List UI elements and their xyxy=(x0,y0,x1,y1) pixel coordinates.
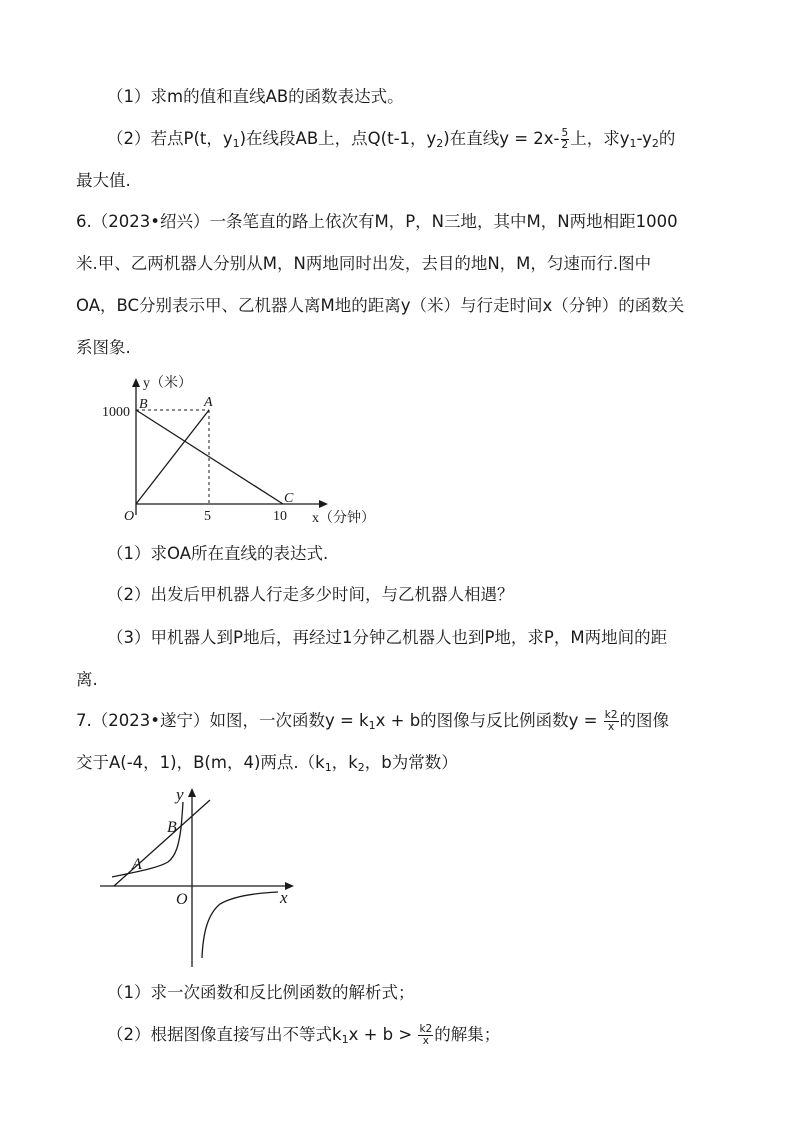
q7-text: 的解集； xyxy=(434,1025,501,1044)
y-axis-label: y（米） xyxy=(143,376,192,391)
q7-part1: （1）求一次函数和反比例函数的解析式； xyxy=(107,983,415,1002)
inverse-function-branch-left xyxy=(112,802,183,877)
q7-text: （2）根据图像直接写出不等式k xyxy=(107,1025,342,1044)
y-axis-arrow xyxy=(188,788,196,797)
q6-stem-line1: 6.（2023•绍兴）一条笔直的路上依次有M，P，N三地，其中M，N两地相距1000 xyxy=(76,212,678,231)
x-tick-10: 10 xyxy=(273,509,287,524)
point-a-label: A xyxy=(132,856,142,873)
q5-part2-text: -y xyxy=(636,129,652,148)
y-axis-arrow xyxy=(132,378,140,387)
q7-text: 的图像 xyxy=(619,711,670,730)
fraction-numerator: k2 xyxy=(419,1023,433,1035)
fraction xyxy=(604,710,619,733)
y-tick-1000: 1000 xyxy=(102,405,130,420)
q5-part2-text: 上，求y xyxy=(570,129,630,148)
fraction xyxy=(561,128,570,151)
point-c-label: C xyxy=(284,491,294,506)
q6-part2: （2）出发后甲机器人行走多少时间，与乙机器人相遇？ xyxy=(107,585,514,604)
origin-label: O xyxy=(124,509,135,524)
q5-part2-cont: 最大值. xyxy=(76,171,131,190)
fraction-denominator: x xyxy=(608,721,615,733)
q7-stem-line2 xyxy=(76,752,794,779)
q5-part2-text: )在线段AB上，点Q(t-1，y xyxy=(239,129,437,148)
q7-part2 xyxy=(107,1024,794,1051)
q7-text: 交于A(-4，1)，B(m，4)两点.（k xyxy=(76,753,325,772)
q6-part1: （1）求OA所在直线的表达式. xyxy=(107,544,329,563)
point-a-label: A xyxy=(204,395,213,410)
inverse-function-branch-right xyxy=(202,892,278,958)
y-axis-label: y xyxy=(176,785,184,804)
point-b-label: B xyxy=(139,397,148,412)
fraction-numerator: 5 xyxy=(561,127,569,139)
fraction-numerator: k2 xyxy=(604,709,618,721)
point-b-label: B xyxy=(167,819,177,836)
fraction xyxy=(418,1024,433,1047)
fraction-denominator: 2 xyxy=(561,139,569,151)
x-tick-5: 5 xyxy=(204,509,211,524)
x-axis-arrow xyxy=(319,500,328,508)
subscript: 2 xyxy=(436,137,444,150)
q7-stem-line1 xyxy=(76,710,794,737)
q6-part3-cont: 离. xyxy=(76,670,98,689)
origin-label: O xyxy=(176,891,188,908)
q7-text: 7.（2023•遂宁）如图，一次函数y = k xyxy=(76,711,369,730)
segment-oa xyxy=(136,410,209,504)
q5-part2-text: )在直线y = 2x- xyxy=(443,129,560,148)
q7-text: ，k xyxy=(331,753,358,772)
q7-text: ，b为常数） xyxy=(364,753,458,772)
q5-part2 xyxy=(107,128,794,155)
subscript: 1 xyxy=(368,719,376,732)
q5-part2-text: 的 xyxy=(658,129,676,148)
function-graph xyxy=(96,782,306,972)
fraction-denominator: x xyxy=(422,1035,429,1047)
q6-stem-line2: 米.甲、乙两机器人分别从M，N两地同时出发，去目的地N，M，匀速而行.图中 xyxy=(76,254,652,273)
distance-time-graph xyxy=(96,372,396,532)
x-axis-label: x（分钟） xyxy=(312,511,375,526)
q5-part1: （1）求m的值和直线AB的函数表达式。 xyxy=(107,87,404,106)
q6-stem-line4: 系图象. xyxy=(76,338,131,357)
x-axis-label: x xyxy=(280,888,288,907)
q6-part3: （3）甲机器人到P地后，再经过1分钟乙机器人也到P地，求P，M两地间的距 xyxy=(107,628,668,647)
subscript: 1 xyxy=(324,761,332,774)
subscript: 1 xyxy=(629,137,637,150)
subscript: 2 xyxy=(357,761,365,774)
subscript: 1 xyxy=(232,137,240,150)
q7-text: x + b的图像与反比例函数y = xyxy=(375,711,603,730)
q5-part2-text: （2）若点P(t，y xyxy=(107,129,233,148)
q7-text: x + b > xyxy=(348,1025,418,1044)
subscript: 1 xyxy=(341,1033,349,1046)
q6-stem-line3: OA，BC分别表示甲、乙机器人离M地的距离y（米）与行走时间x（分钟）的函数关 xyxy=(76,296,685,315)
subscript: 2 xyxy=(651,137,659,150)
